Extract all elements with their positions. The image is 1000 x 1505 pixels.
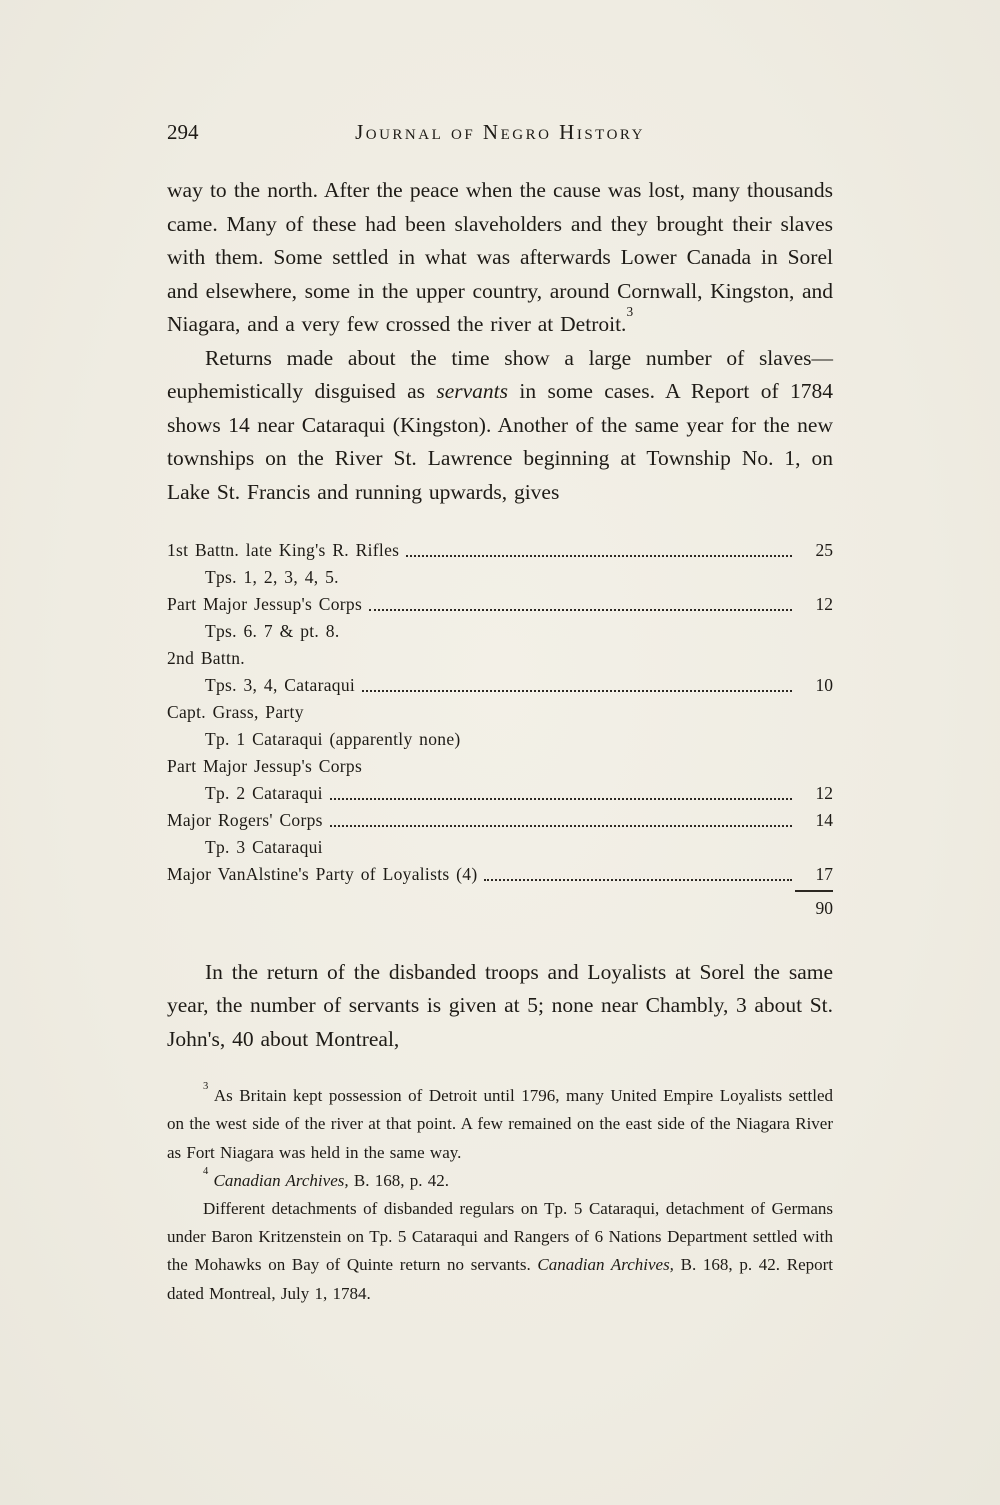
table-row [167,725,833,752]
row-value: 25 [815,540,833,561]
row-label: Major Rogers' Corps [167,810,323,831]
footnote-3-text: As Britain kept possession of Detroit until 1796, many United Empire Loyalists settled on the west side of the river at that point. A few remained on the east side of the Niagara River as Fort Niagara was held in the same way. [167,1086,833,1162]
footnote-ref-3: 3 [626,304,634,320]
township-return-table [167,536,833,921]
row-label: Tp. 1 Cataraqui (apparently none) [205,729,461,750]
row-label: Tps. 6. 7 & pt. 8. [205,621,340,642]
table-row [167,563,833,590]
page-number: 294 [167,120,199,144]
journal-title: Journal of Negro History [355,120,645,144]
paragraph-3: In the return of the disbanded troops and Loyalists at Sorel the same year, the number of servants is given at 5; none near Chambly, 3 about St. John's, 40 about Montreal, [167,959,833,1051]
row-value: 12 [815,594,833,615]
row-value: 10 [815,675,833,696]
table-total-row [167,892,833,921]
dot-leader [484,879,792,881]
table-row [167,806,833,833]
footnote-4-text: B. 168, p. 42. [348,1170,449,1190]
row-label: Tp. 2 Cataraqui [205,783,323,804]
paragraph-2-part2: in some cases. A Report of 1784 shows 14 near Cataraqui (Kingston). Another of the same year for the new townships on the River St. Lawrence beginning at Township No. 1, on Lake St. Francis and running upwards, gives [167,379,833,504]
table-row [167,833,833,860]
footnotes-block [167,1082,833,1308]
footnote-4b-italic: Canadian Archives, [537,1255,674,1275]
row-label: Tp. 3 Cataraqui [205,837,323,858]
row-label: Part Major Jessup's Corps [167,756,363,777]
table-row [167,644,833,671]
table-row [167,536,833,563]
row-label: Tps. 1, 2, 3, 4, 5. [205,567,339,588]
footnote-4b-part2: B. 168, p. 42. Report dated Montreal, July 1, 1784. [167,1255,833,1303]
row-label: Major VanAlstine's Party of Loyalists (4) [167,864,478,885]
row-label: Tps. 3, 4, Cataraqui [205,675,356,696]
paragraph-2-part1: Returns made about the time show a large number of slaves—euphemistically disguised as [167,345,833,404]
row-label: Capt. Grass, Party [167,702,304,723]
table-row [167,860,833,887]
footnote-4b-part1: Different detachments of disbanded regulars on Tp. 5 Cataraqui, detachment of Germans under Baron Kritzenstein on Tp. 5 Cataraqui and Rangers of 6 Nations Department settled with the Mohawks on Bay of Quinte return no servants. [167,1199,833,1275]
dot-leader [330,798,792,800]
paragraph-2-italic: servants [436,379,509,404]
row-value: 17 [815,864,833,885]
row-value: 14 [815,810,833,831]
table-row [167,752,833,779]
row-value: 12 [815,783,833,804]
row-label: 2nd Battn. [167,648,245,669]
footnote-4-italic: Canadian Archives, [208,1170,349,1190]
dot-leader [406,555,792,557]
dot-leader [369,609,792,611]
footnote-4-continued [167,1195,833,1308]
table-row [167,779,833,806]
paragraph-1 [167,174,833,342]
dot-leader [330,825,792,827]
running-head [167,120,833,150]
footnote-4 [167,1167,833,1195]
paragraph-2 [167,342,833,510]
footnote-3 [167,1082,833,1167]
row-label: 1st Battn. late King's R. Rifles [167,540,400,561]
paragraph-1-text: way to the north. After the peace when the cause was lost, many thousands came. Many of these had been slaveholders and they brought their slaves with them. Some settled in what was afterwards Lower Canada in Sorel and elsewhere, some in the upper country, around Cornwall, Kingston, and Niagara, and a very few crossed the river at Detroit. [167,178,833,337]
row-label: Part Major Jessup's Corps [167,594,363,615]
footnote-3-marker: 3 [203,1081,209,1093]
table-row [167,671,833,698]
footnote-4-marker: 4 [203,1165,209,1177]
dot-leader [362,690,792,692]
total-value: 90 [815,898,833,919]
table-row [167,698,833,725]
text-column [167,0,833,1308]
table-row [167,617,833,644]
table-row [167,590,833,617]
